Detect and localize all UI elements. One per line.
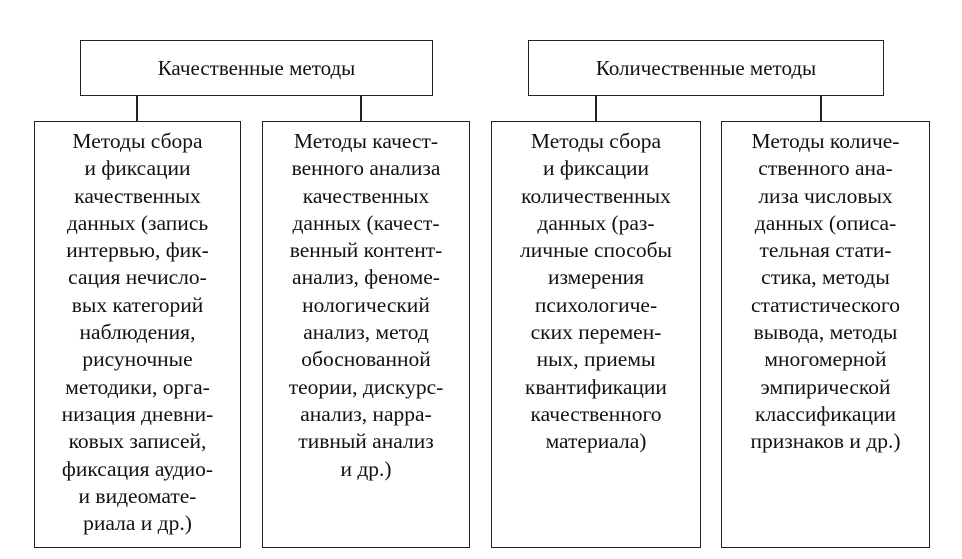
text-line: теории, дискурс- [288,374,444,399]
connector-line [360,96,362,122]
text-line: измерения [547,265,645,290]
text-line: методики, орга- [65,374,210,399]
box-quantitative-analysis [721,121,930,548]
text-line: квантификации [525,374,667,399]
text-line: качественных [74,183,201,208]
text-line: Методы количе- [751,129,900,153]
text-line: и фиксации [542,156,650,181]
text-line: венный контент- [289,238,443,263]
text-line: качественных [302,183,430,208]
connector-line [136,96,138,122]
text-line: материала) [545,429,647,454]
text-line: и фиксации [84,156,191,181]
text-line: ковых записей, [68,429,207,454]
text-line: Методы качест- [293,129,439,153]
connector-line [820,96,822,122]
text-line: лиза числовых [758,183,893,208]
text-line: многомерной [764,347,887,372]
text-line: ственного ана- [758,156,893,181]
text-line: тивный анализ [298,429,434,454]
header-quantitative-methods [528,40,884,96]
text-line: анализ, метод [303,320,429,345]
text-line: интервью, фик- [66,238,209,263]
text-line: обоснованной [301,347,431,372]
text-line: и видеомате- [78,483,197,508]
text-line: данных (качест- [292,210,440,235]
text-line: классификации [755,401,896,426]
connector-line [595,96,597,122]
text-line: статистического [750,292,901,317]
text-line: данных (запись [66,210,209,235]
text-line: вывода, методы [753,320,898,345]
text-line: анализ, феноме- [292,265,440,290]
text-line: Методы сбора [530,129,662,153]
text-line: личные способы [520,238,672,263]
text-line: ных, приемы [536,347,656,372]
text-line: качественного [530,401,662,426]
box-quantitative-data-collection [491,121,701,548]
text-line: признаков и др.) [750,429,901,454]
text-line: данных (описа- [754,210,897,235]
text-line: и др.) [340,456,392,481]
text-line: низация дневни- [61,401,214,426]
text-line: стика, методы [761,265,890,290]
text-line: количественных [521,183,671,208]
text-line: данных (раз- [537,210,655,235]
text-line: психологиче- [534,292,658,317]
text-line: рисуночные [82,347,193,372]
text-line: наблюдения, [79,320,196,345]
text-line: сация нечисло- [68,265,207,290]
text-line: венного анализа [291,156,441,181]
text-line: тельная стати- [759,238,892,263]
header-qualitative-methods [80,40,433,96]
header-quantitative-title: Количественные методы [595,55,817,80]
text-line: анализ, нарра- [300,401,432,426]
text-line: Методы сбора [72,129,203,153]
text-line: эмпирической [760,374,891,399]
box-text [722,128,929,456]
box-qualitative-analysis [262,121,470,548]
text-line: риала и др.) [83,511,192,536]
text-line: фиксация аудио- [61,456,214,481]
box-text [492,128,700,456]
box-qualitative-data-collection [34,121,241,548]
text-line: нологический [302,292,430,317]
text-line: ских перемен- [530,320,662,345]
box-text [263,128,469,483]
box-text [35,128,240,537]
header-qualitative-title: Качественные методы [157,55,356,80]
text-line: вых категорий [71,292,204,317]
